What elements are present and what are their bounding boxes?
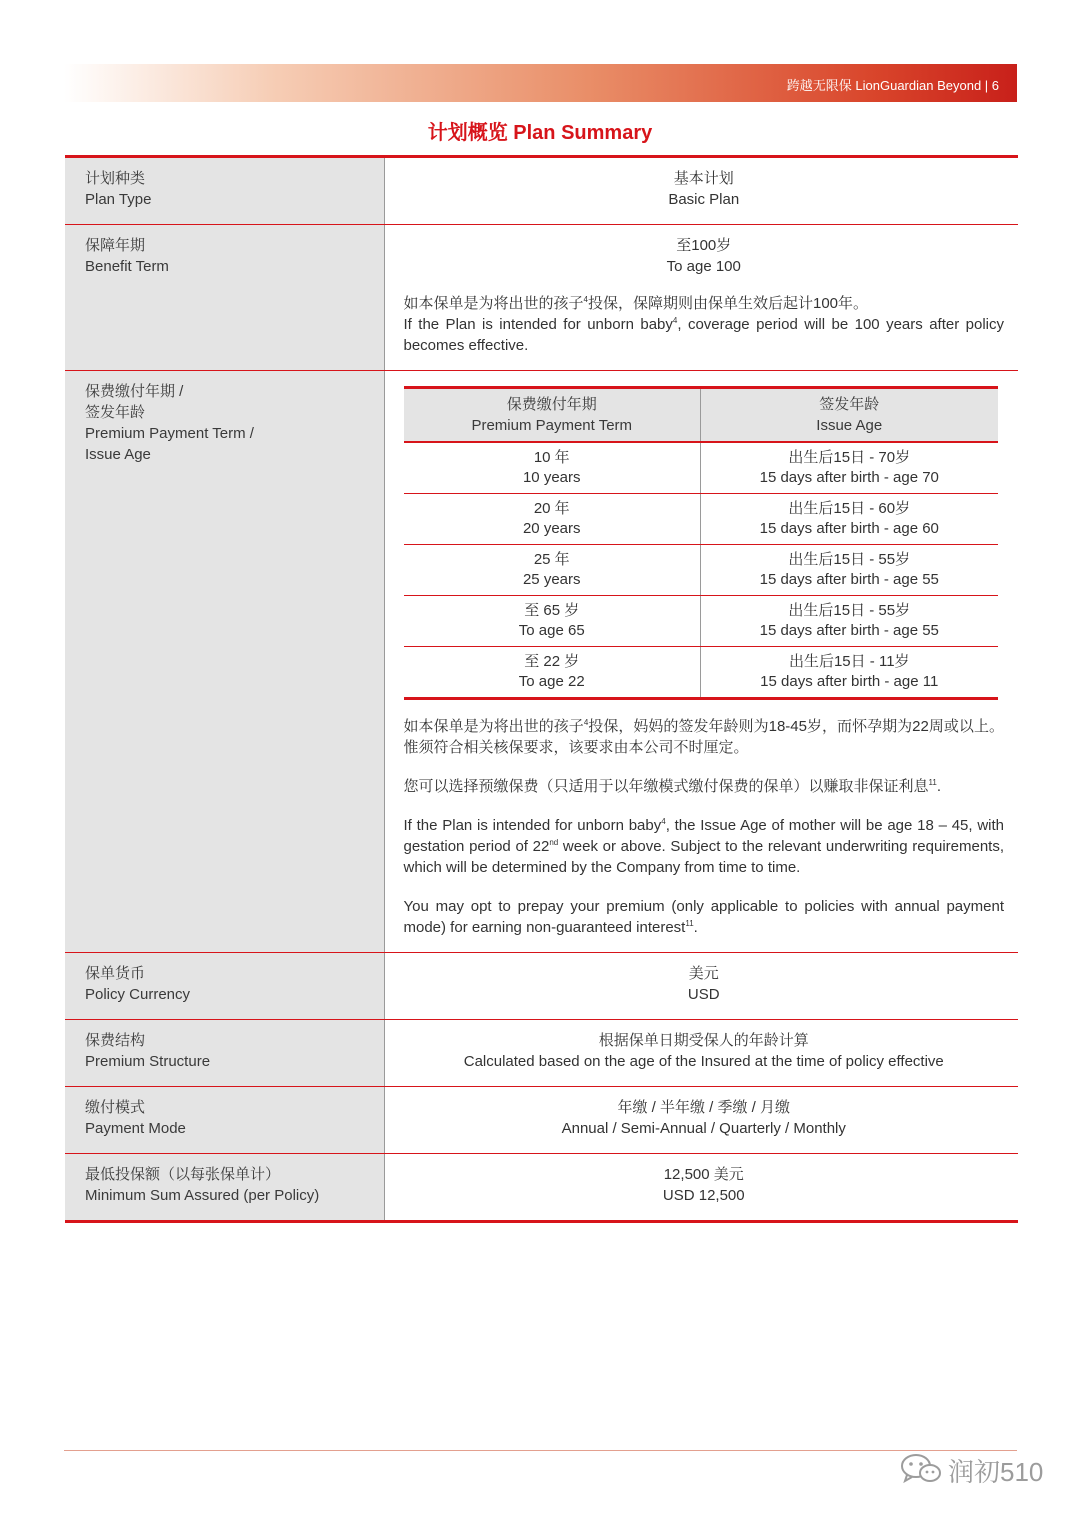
watermark-text: 润初510 — [948, 1457, 1044, 1487]
row-value: 年缴 / 半年缴 / 季缴 / 月缴 Annual / Semi-Annual / Quarterly / Monthly — [384, 1087, 1018, 1154]
row-policy-currency — [65, 953, 1018, 1020]
row-value: 基本计划 Basic Plan — [384, 157, 1018, 225]
note-paragraph: 如本保单是为将出世的孩子$^4$投保，妈妈的签发年龄则为18-45岁，而怀孕期为22周或以上。惟须符合相关核保要求，该要求由本公司不时厘定。 — [403, 718, 1004, 756]
row-value: 美元 USD — [384, 953, 1018, 1020]
row-plan-type — [65, 157, 1018, 225]
row-value: 12,500 美元 USD 12,500 — [662, 1166, 745, 1204]
note-paragraph: 您可以选择预缴保费（只适用于以年缴模式缴付保费的保单）以赚取非保证利息$^{11}$. — [403, 778, 941, 795]
row-value — [384, 371, 1018, 953]
row-premium-structure — [65, 1020, 1018, 1087]
table-row: 25 年 25 years 出生后15日 - 55岁 15 days after birth - age 55 — [404, 545, 998, 596]
inner-header-term: 保费缴付年期 Premium Payment Term — [404, 388, 701, 443]
inner-header-row — [404, 388, 998, 443]
table-row: 10 年 10 years 出生后15日 - 70岁 15 days after birth - age 70 — [404, 442, 998, 494]
table-row: 20 年 20 years 出生后15日 - 60岁 15 days after birth - age 60 — [404, 494, 998, 545]
header-bar — [64, 64, 1017, 102]
row-benefit-term — [65, 225, 1018, 371]
benefit-term-note: 如本保单是为将出世的孩子$^4$投保，保障期则由保单生效后起计100年。 If the Plan is intended for unborn baby$^4$, coverage period will be 100 years after policy becomes effective. — [403, 295, 1004, 354]
table-row: 至 65 岁 To age 65 出生后15日 - 55岁 15 days after birth - age 55 — [404, 596, 998, 647]
header-text: 跨越无限保 LionGuardian Beyond | 6 — [786, 78, 999, 93]
row-label: 缴付模式 Payment Mode — [65, 1087, 384, 1154]
table-row: 至 22 岁 To age 22 出生后15日 - 11岁 15 days after birth - age 11 — [404, 647, 998, 699]
row-label: 计划种类 Plan Type — [65, 157, 384, 225]
note-paragraph: You may opt to prepay your premium (only applicable to policies with annual payment mode) for earning non-guaranteed interest$^{11}$. — [403, 898, 1004, 936]
inner-header-age: 签发年龄 Issue Age — [701, 388, 998, 443]
row-label: 最低投保额（以每张保单计） Minimum Sum Assured (per Policy) — [65, 1154, 384, 1222]
row-value: 根据保单日期受保人的年龄计算 Calculated based on the age of the Insured at the time of policy effective — [384, 1020, 1018, 1087]
row-premium-payment-term — [65, 371, 1018, 953]
footer-divider — [64, 1450, 1017, 1451]
note-paragraph: If the Plan is intended for unborn baby$^4$, the Issue Age of mother will be age 18 – 45, with gestation period of 22nd week or above. Subject to the relevant underwriting requirements, which will be determined by the Company from time to time. — [403, 817, 1004, 876]
issue-age-table — [404, 386, 998, 700]
row-label: 保费结构 Premium Structure — [65, 1020, 384, 1087]
row-minimum-sum-assured — [65, 1154, 1018, 1222]
page-title: 计划概览 Plan Summary — [427, 122, 653, 144]
row-value: 至100岁 To age 100 如本保单是为将出世的孩子$^4$投保，保障期则由保单生效后起计100年。 If the Plan is intended for unborn baby$^4$, coverage period will be 100 years after policy becomes effective. — [384, 225, 1018, 371]
issue-age-notes — [404, 716, 1005, 938]
wechat-icon — [898, 1450, 946, 1486]
row-label: 保费缴付年期 / 签发年龄 Premium Payment Term / Issue Age — [65, 371, 384, 953]
watermark — [898, 1450, 1058, 1486]
row-label: 保单货币 Policy Currency — [65, 953, 384, 1020]
plan-summary-table — [65, 155, 1018, 1223]
row-payment-mode — [65, 1087, 1018, 1154]
row-label: 保障年期 Benefit Term — [65, 225, 384, 371]
